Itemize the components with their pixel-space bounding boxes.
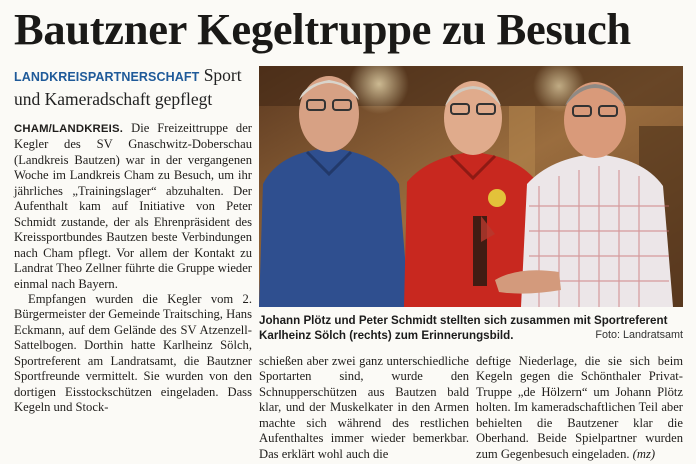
kicker: LANDKREISPARTNERSCHAFT <box>14 70 200 84</box>
paragraph <box>476 354 683 462</box>
subhead <box>14 64 252 110</box>
paragraph-text: deftige Niederlage, die sie sich beim Kegeln gegen die Schönthaler Privat-Truppe „de Hölzern“ um Johann Plötz holten. Im kameradschaftlichen Teil aber behielten die Bautzener klar die Oberhand. Beide Spielpartner wurden zum Gegenbesuch eingeladen. <box>476 354 683 461</box>
subhead-text: Sport und Kameradschaft gepflegt <box>14 65 242 109</box>
person-left-shirt <box>259 148 409 307</box>
paragraph-text: Die Freizeittruppe der Kegler des SV Gnaschwitz-Doberschau (Landkreis Bautzen) war in der vergangenen Woche im Landkreis Cham zu Besuch, um ihr jährliches „Trainingslager“ abzuhalten. Der Aufenthalt kam auf Initiative von Peter Schmidt zustande, der als Ehrenpräsident des Kreissportbundes Bautzen beste Verbindungen nach Cham pflegt. Vor allem der Kontakt zu Landrat Theo Zellner führte die Gruppe wieder einmal nach Bayern. <box>14 121 252 291</box>
photo-illustration <box>259 66 683 307</box>
caption-text: Johann Plötz und Peter Schmidt stellten sich zusammen mit Sportreferent Karlheinz Sölch (rechts) zum Erinnerungsbild. <box>259 314 668 342</box>
article-column-2 <box>259 354 469 462</box>
dateline: CHAM/LANDKREIS. <box>14 123 124 135</box>
author-signature: (mz) <box>632 446 656 461</box>
photo-caption <box>259 313 683 343</box>
article-column-1 <box>14 121 252 416</box>
person-middle-face <box>444 81 502 155</box>
paragraph: Empfangen wurden die Kegler vom 2. Bürgermeister der Gemeinde Traitsching, Hans Eckmann, auf dem Gelände des SV Atzenzell-Sattelbogen. Dorthin hatte Karlheinz Sölch, Sportreferent am Landratsamt, die Bautzner Sportfreunde vermittelt. Sie wurden von den dortigen Eisstockschützen eingeladen. Dass Kegeln und Stock- <box>14 291 252 415</box>
photo-credit: Foto: Landratsamt <box>595 329 683 341</box>
article-column-3 <box>476 354 683 462</box>
paragraph: schießen aber zwei ganz unterschiedliche Sportarten sind, wurde den Schnupperschützen aus Bautzen bald klar, und der Muskelkater in den Armen machte sich während des restlichen Aufenthaltes immer wieder bemerkbar. Das erklärt wohl auch die <box>259 354 469 461</box>
article-photo <box>259 66 683 307</box>
headline: Bautzner Kegeltruppe zu Besuch <box>14 4 631 54</box>
person-left-face <box>299 76 359 152</box>
paragraph <box>14 121 252 292</box>
